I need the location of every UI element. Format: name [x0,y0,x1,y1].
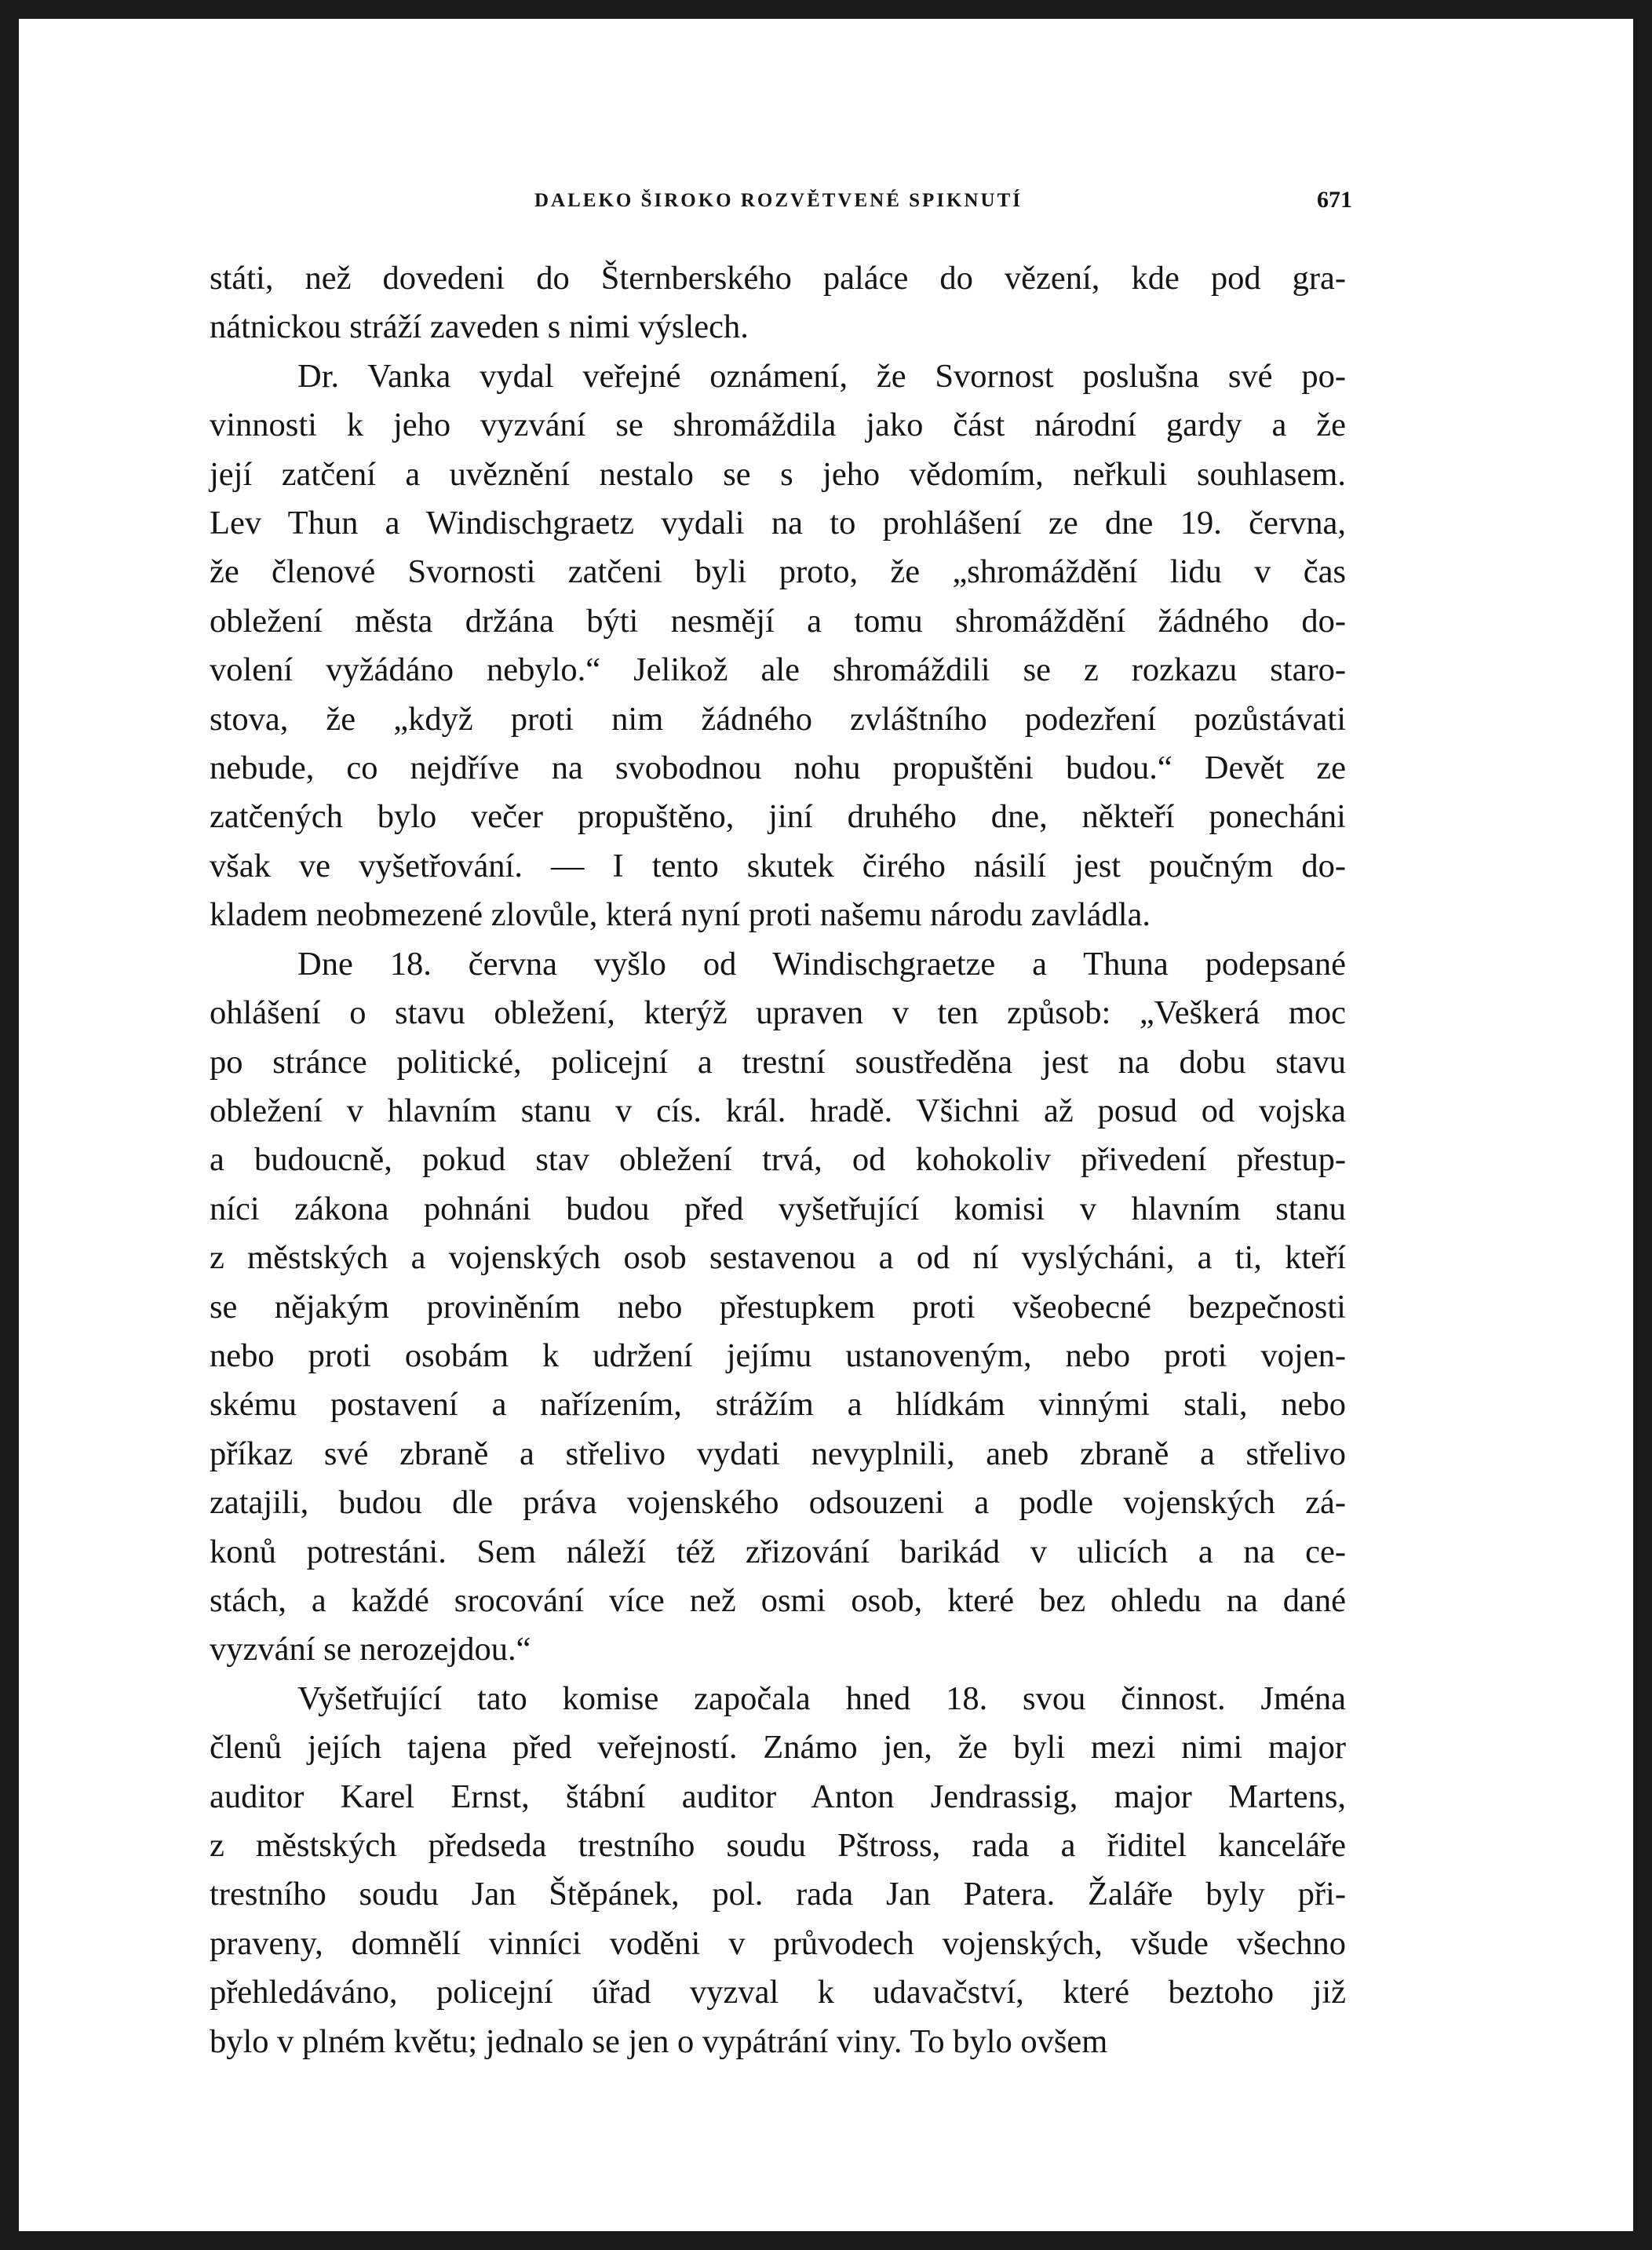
paragraph [210,1675,1346,2066]
running-head-title: DALEKO ŠIROKO ROZVĚTVENÉ SPIKNUTÍ [534,190,1023,211]
text-line: níci zákona pohnáni budou před vyšetřující komisi v hlavním stanu [210,1190,1346,1227]
text-line: příkaz své zbraně a střelivo vydati nevyplnili, aneb zbraně a střelivo [210,1435,1346,1472]
running-head [205,187,1352,229]
text-line: že členové Svornosti zatčeni byli proto, že „shromáždění lidu v čas [210,553,1346,591]
text-line: státi, než dovedeni do Šternberského paláce do vězení, kde pod gra- [210,260,1346,297]
text-line: bylo v plném květu; jednalo se jen o vypátrání viny. To bylo ovšem [210,2022,1108,2060]
text-line: Lev Thun a Windischgraetz vydali na to prohlášení ze dne 19. června, [210,505,1346,542]
text-line: však ve vyšetřování. — I tento skutek čirého násilí jest poučným do- [210,847,1346,884]
text-line: kladem neobmezené zlovůle, která nyní proti našemu národu zavládla. [210,896,1151,934]
text-line: ohlášení o stavu obležení, kterýž upraven v ten způsob: „Veškerá moc [210,994,1346,1032]
text-line: její zatčení a uvěznění nestalo se s jeho vědomím, neřkuli souhlasem. [210,455,1346,493]
text-line: zatajili, budou dle práva vojenského odsouzeni a podle vojenských zá- [210,1484,1346,1522]
book-page [19,19,1633,2231]
text-line: obležení v hlavním stanu v cís. král. hradě. Všichni až posud od vojska [210,1092,1346,1129]
text-line: nátnickou stráží zaveden s nimi výslech. [210,308,749,346]
text-line: přehledáváno, policejní úřad vyzval k udavačství, které beztoho již [210,1974,1346,2011]
text-line: členů jejích tajena před veřejností. Známo jen, že byli mezi nimi major [210,1729,1346,1767]
text-line: Vyšetřující tato komise započala hned 18. svou činnost. Jména [297,1679,1346,1717]
text-line: skému postavení a nařízením, strážím a hlídkám vinnými stali, nebo [210,1386,1346,1424]
text-line: a budoucně, pokud stav obležení trvá, od kohokoliv přivedení přestup- [210,1141,1346,1179]
text-line: z městských předseda trestního soudu Pštross, rada a řiditel kanceláře [210,1827,1346,1864]
paragraph [210,254,1346,352]
text-line: praveny, domnělí vinníci voděni v průvodech vojenských, všude všechno [210,1924,1346,1962]
text-line: nebo proti osobám k udržení jejímu ustanoveným, nebo proti vojen- [210,1337,1346,1374]
paragraph [210,352,1346,940]
text-line: obležení města držána býti nesmějí a tomu shromáždění žádného do- [210,602,1346,640]
text-line: Dr. Vanka vydal veřejné oznámení, že Svornost poslušna své po- [297,357,1346,395]
paragraph [210,940,1346,1675]
text-line: stách, a každé srocování více než osmi osob, které bez ohledu na dané [210,1581,1346,1619]
text-line: vinnosti k jeho vyzvání se shromáždila jako část národní gardy a že [210,407,1346,444]
text-line: se nějakým proviněním nebo přestupkem proti všeobecné bezpečnosti [210,1288,1346,1326]
text-line: Dne 18. června vyšlo od Windischgraetze a Thuna podepsané [297,945,1346,983]
text-line: z městských a vojenských osob sestavenou a od ní vyslýcháni, a ti, kteří [210,1239,1346,1277]
text-line: auditor Karel Ernst, štábní auditor Anton Jendrassig, major Martens, [210,1778,1346,1815]
page-number: 671 [1317,187,1352,213]
text-line: volení vyžádáno nebylo.“ Jelikož ale shromáždili se z rozkazu staro- [210,651,1346,689]
text-line: nebude, co nejdříve na svobodnou nohu propuštěni budou.“ Devět ze [210,749,1346,787]
text-line: vyzvání se nerozejdou.“ [210,1631,531,1668]
text-line: po stránce politické, policejní a trestní soustředěna jest na dobu stavu [210,1043,1346,1081]
body-text [210,254,1346,2066]
text-line: konů potrestáni. Sem náleží též zřizování barikád v ulicích a na ce- [210,1533,1346,1570]
text-line: trestního soudu Jan Štěpánek, pol. rada Jan Patera. Žaláře byly při- [210,1876,1346,1913]
text-line: zatčených bylo večer propuštěno, jiní druhého dne, někteří ponecháni [210,798,1346,836]
text-line: stova, že „když proti nim žádného zvláštního podezření pozůstávati [210,700,1346,738]
